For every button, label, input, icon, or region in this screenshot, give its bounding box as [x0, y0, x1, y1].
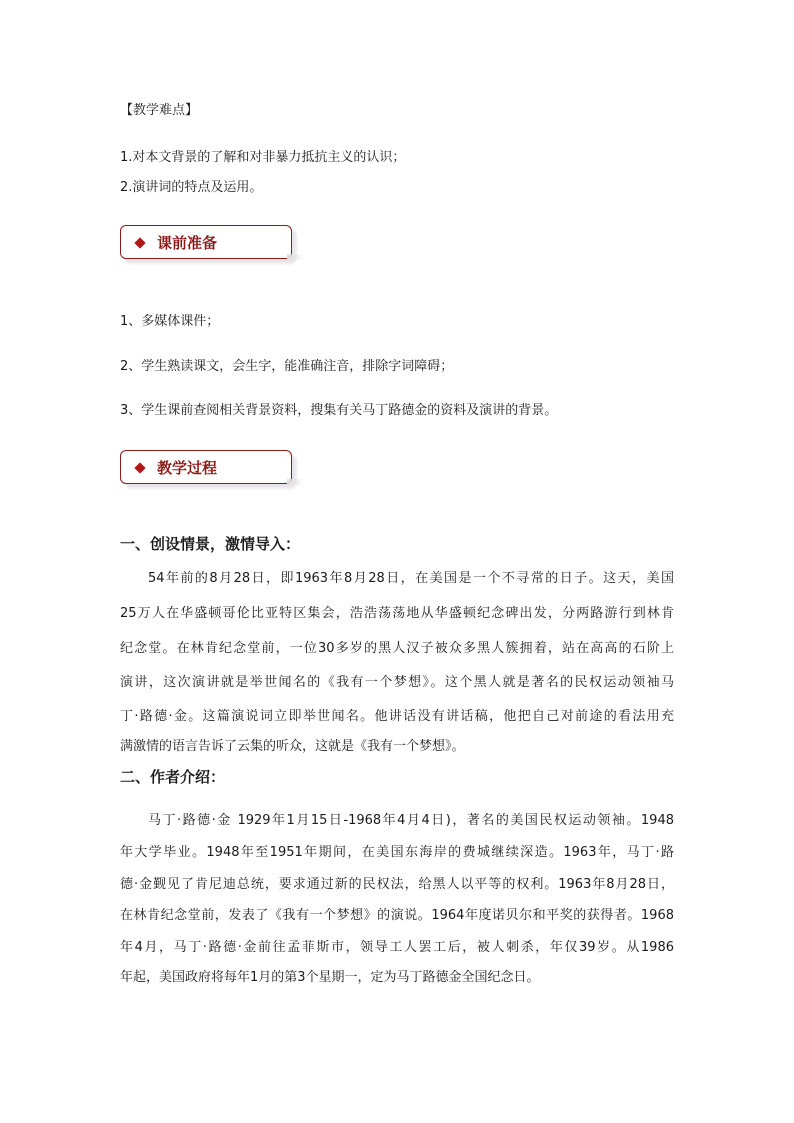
part2-line-6: 年起，美国政府将每年1月的第3个星期一，定为马丁路德金全国纪念日。: [120, 970, 540, 985]
part1-heading: 一、创设情景，激情导入：: [120, 535, 301, 553]
diamond-bullet-icon: [134, 237, 145, 248]
part1-line-2: 25万人在华盛顿哥伦比亚特区集会，浩浩荡荡地从华盛顿纪念碑出发，分两路游行到林肯: [120, 606, 674, 621]
shadow-decoration: [287, 254, 305, 260]
section-title-process: 教学过程: [157, 459, 218, 477]
difficulty-item-2: 2.演讲词的特点及运用。: [120, 180, 263, 195]
section-header-process: [120, 450, 292, 484]
part1-line-5: 丁·路德·金。这篇演说词立即举世闻名。他讲话没有讲话稿，他把自己对前途的看法用充: [120, 709, 674, 724]
part2-line-3: 德·金觐见了肯尼迪总统，要求通过新的民权法，给黑人以平等的权利。1963年8月28日，: [120, 877, 674, 892]
part2-line-4: 在林肯纪念堂前，发表了《我有一个梦想》的演说。1964年度诺贝尔和平奖的获得者。1968: [120, 908, 674, 923]
preparation-item-2: 2、学生熟读课文，会生字，能准确注音，排除字词障碍；: [120, 359, 454, 374]
preparation-item-3: 3、学生课前查阅相关背景资料，搜集有关马丁路德金的资料及演讲的背景。: [120, 403, 558, 418]
section-title-preparation: 课前准备: [157, 234, 218, 252]
part1-line-1: 54年前的8月28日，即1963年8月28日，在美国是一个不寻常的日子。这天，美国: [148, 571, 674, 586]
difficulty-heading: 【教学难点】: [120, 103, 199, 118]
section-header-preparation: [120, 225, 292, 259]
part2-heading: 二、作者介绍：: [120, 768, 226, 786]
preparation-item-1: 1、多媒体课件；: [120, 314, 220, 329]
part2-line-1: 马丁·路德·金 1929年1月15日-1968年4月4日)，著名的美国民权运动领袖。1948: [148, 813, 674, 828]
part1-line-3: 纪念堂。在林肯纪念堂前，一位30多岁的黑人汉子被众多黑人簇拥着，站在高高的石阶上: [120, 641, 674, 656]
part1-line-4: 演讲，这次演讲就是举世闻名的《我有一个梦想》。这个黑人就是著名的民权运动领袖马: [120, 675, 674, 690]
difficulty-item-1: 1.对本文背景的了解和对非暴力抵抗主义的认识；: [120, 150, 406, 165]
shadow-decoration: [287, 479, 305, 485]
diamond-bullet-icon: [134, 462, 145, 473]
part1-line-6: 满激情的语言告诉了云集的听众，这就是《我有一个梦想》。: [120, 739, 465, 754]
part2-line-2: 年大学毕业。1948年至1951年期间，在美国东海岸的费城继续深造。1963年，马丁·路: [120, 845, 674, 860]
part2-line-5: 年4月，马丁·路德·金前往孟菲斯市，领导工人罢工后，被人刺杀，年仅39岁。从1986: [120, 940, 674, 955]
